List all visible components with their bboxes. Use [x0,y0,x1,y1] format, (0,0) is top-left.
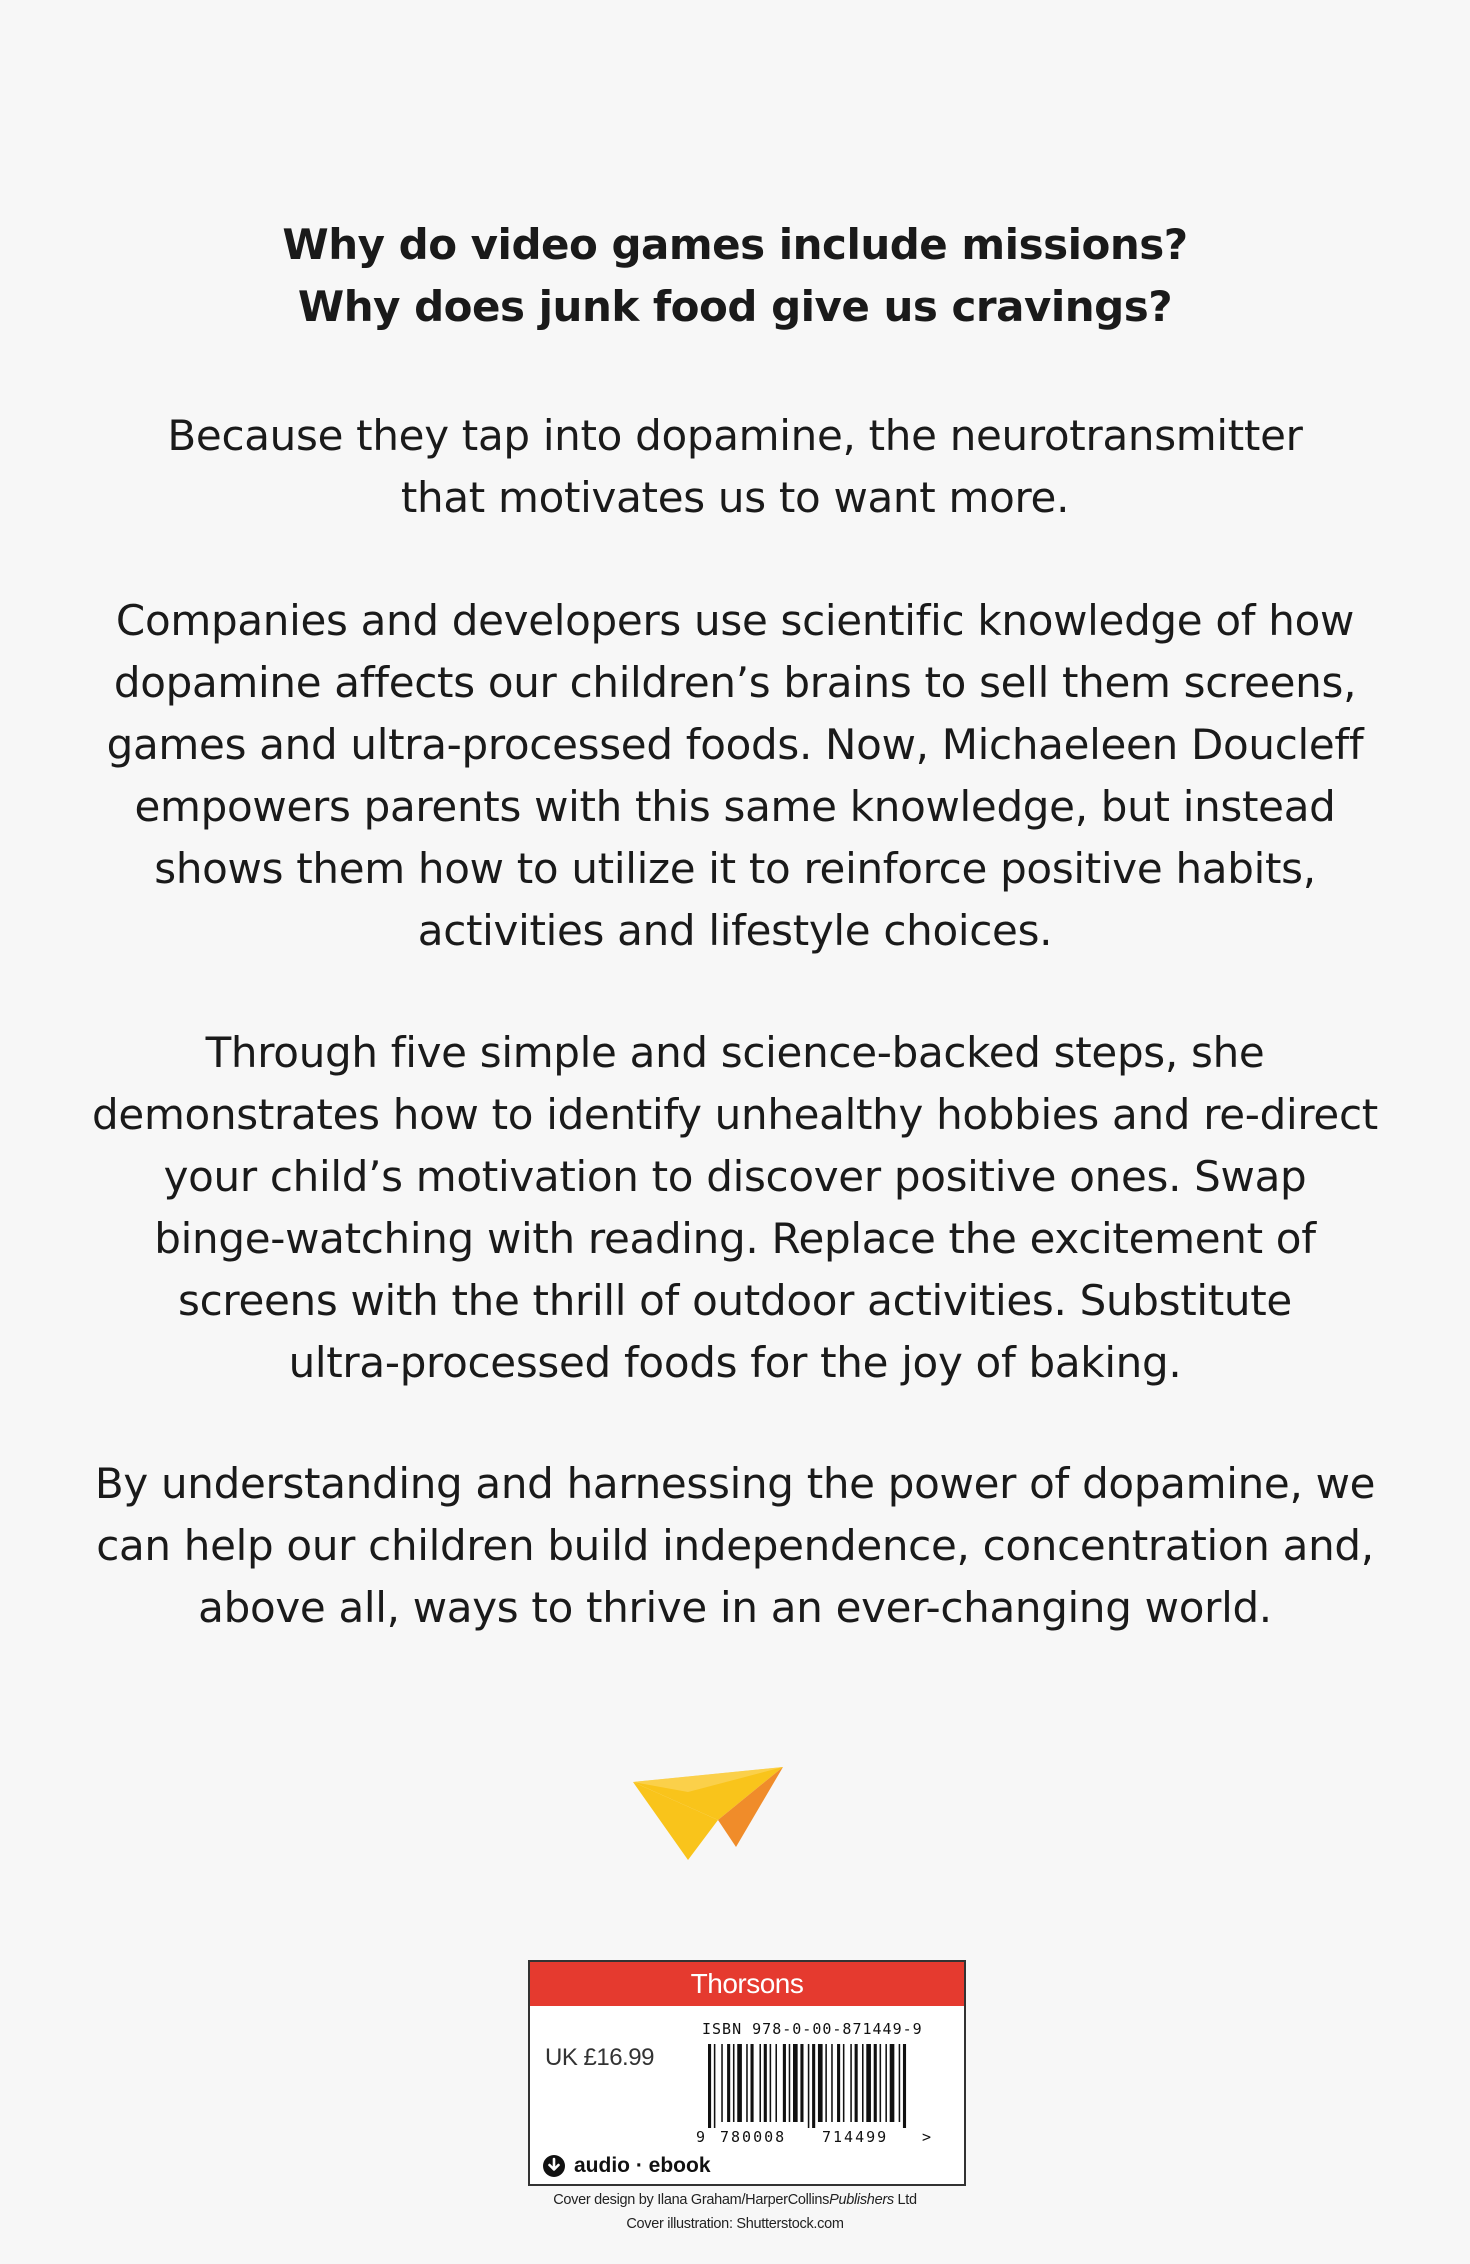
barcode-bar [800,2044,803,2122]
barcode-bar [843,2044,845,2122]
blurb-paragraph-2 [0,590,1470,962]
barcode-bar [825,2044,827,2122]
barcode-bar [837,2044,840,2122]
paragraph-line: binge-watching with reading. Replace the excitement of [154,1214,1316,1263]
barcode-digits-left: 780008 [720,2128,787,2146]
barcode-bar [866,2044,871,2122]
paragraph-line: your child’s motivation to discover positive ones. Swap [163,1152,1307,1201]
barcode-bar [903,2044,906,2128]
barcode-bar [789,2044,791,2122]
paragraph-line: can help our children build independence, concentration and, [96,1521,1374,1570]
paragraph-line: activities and lifestyle choices. [417,906,1053,955]
barcode-bar [885,2044,887,2122]
barcode-bar [727,2044,730,2122]
barcode-bar [890,2044,895,2122]
barcode-quiet-mark: > [922,2128,932,2146]
paragraph-line: Companies and developers use scientific knowledge of how [115,596,1355,645]
publisher-name: Thorsons [530,1962,964,2006]
barcode-bar [770,2044,772,2122]
heading-line-2: Why does junk food give us cravings? [297,282,1173,331]
blurb-paragraph-4 [0,1453,1470,1639]
barcode-bar [759,2044,761,2122]
isbn-label: ISBN 978-0-00-871449-9 [702,2020,923,2038]
paragraph-line: Because they tap into dopamine, the neurotransmitter [167,411,1303,460]
barcode-bar [733,2044,735,2122]
heading-line-1: Why do video games include missions? [282,220,1188,269]
paragraph-line: that motivates us to want more. [400,473,1070,522]
barcode-bar [862,2044,864,2122]
paragraph-line: games and ultra-processed foods. Now, Michaeleen Doucleff [106,720,1364,769]
paragraph-line: demonstrates how to identify unhealthy hobbies and re-direct [92,1090,1378,1139]
barcode-bar [764,2044,767,2122]
barcode-bar [812,2044,815,2128]
barcode-panel [528,1960,966,2186]
paragraph-line: dopamine affects our children’s brains to sell them screens, [113,658,1357,707]
barcode-digits-right: 714499 [822,2128,889,2146]
paragraph-line: ultra-processed foods for the joy of baking. [288,1338,1182,1387]
paragraph-line: Through five simple and science-backed steps, she [205,1028,1265,1077]
paragraph-line: By understanding and harnessing the power of dopamine, we [94,1459,1376,1508]
barcode-bar [850,2044,852,2122]
barcode-bar [714,2044,716,2128]
barcode-first-digit: 9 [696,2128,706,2146]
barcode-bar [751,2044,754,2122]
barcode-bar [855,2044,858,2122]
cover-illustration-credit: Cover illustration: Shutterstock.com [626,2216,844,2232]
cover-design-credit [0,2192,1470,2208]
barcode [694,2042,944,2146]
barcode-bar [793,2044,798,2122]
barcode-bar [721,2044,723,2122]
barcode-bar [831,2044,833,2122]
download-icon [542,2154,566,2178]
blurb-heading [0,214,1470,338]
price-label: UK £16.99 [545,2044,654,2071]
barcode-bar [783,2044,786,2122]
credit-design-prefix: Cover design by Ilana Graham/HarperCollins [553,2192,830,2208]
blurb-paragraph-3 [0,1022,1470,1394]
paragraph-line: above all, ways to thrive in an ever-changing world. [198,1583,1272,1632]
barcode-bar [880,2044,882,2122]
barcode-bar [818,2044,823,2122]
paragraph-line: shows them how to utilize it to reinforce positive habits, [154,844,1316,893]
barcode-bar [808,2044,810,2128]
paper-plane-icon [628,1762,788,1872]
barcode-bar [737,2044,742,2122]
formats-row [542,2154,711,2178]
credit-design-suffix: Ltd [893,2192,917,2208]
credit-design-italic: Publishers [829,2192,894,2208]
barcode-bar [708,2044,711,2128]
paragraph-line: screens with the thrill of outdoor activities. Substitute [178,1276,1292,1325]
formats-label: audio · ebook [574,2154,711,2177]
barcode-bar [899,2044,901,2122]
blurb-paragraph-1 [0,405,1470,529]
paragraph-line: empowers parents with this same knowledge, but instead [134,782,1336,831]
barcode-bar [775,2044,777,2122]
barcode-bar [874,2044,877,2122]
barcode-bar [746,2044,748,2122]
